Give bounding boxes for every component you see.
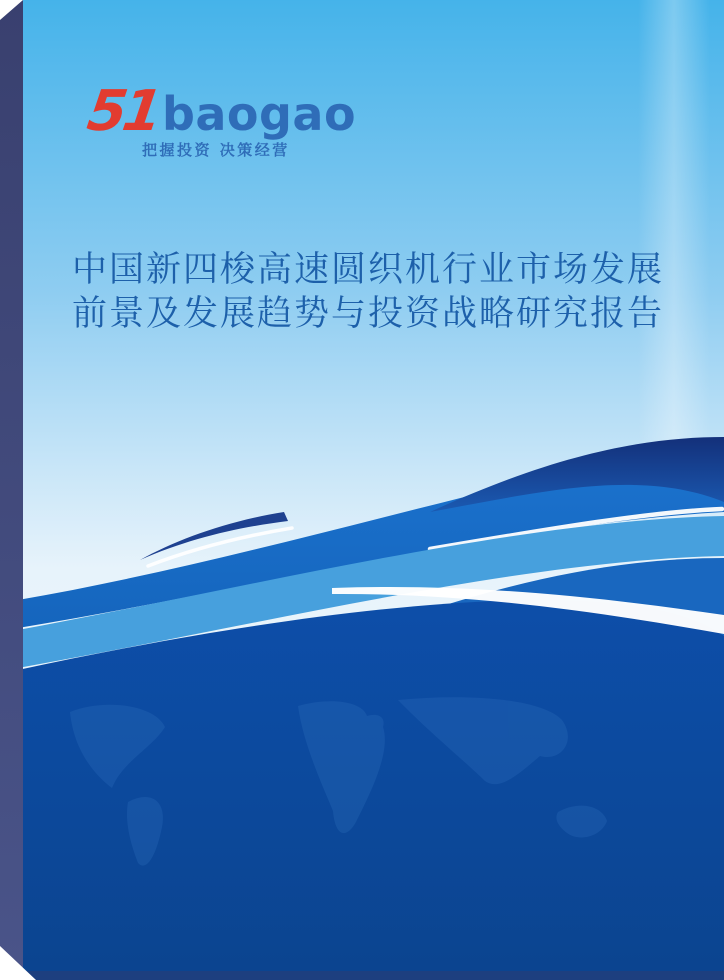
report-title bbox=[23, 248, 713, 336]
report-title-line2: 前景及发展趋势与投资战略研究报告 bbox=[71, 294, 664, 334]
logo-name: baogao bbox=[161, 87, 357, 141]
logo-prefix: 51 bbox=[83, 79, 163, 144]
bottom-edge-strip bbox=[0, 971, 724, 980]
left-spine bbox=[0, 0, 23, 980]
logo-tagline: 把握投资 决策经营 bbox=[142, 141, 290, 159]
logo bbox=[83, 79, 357, 144]
report-title-line1: 中国新四梭高速圆织机行业市场发展 bbox=[71, 250, 664, 290]
